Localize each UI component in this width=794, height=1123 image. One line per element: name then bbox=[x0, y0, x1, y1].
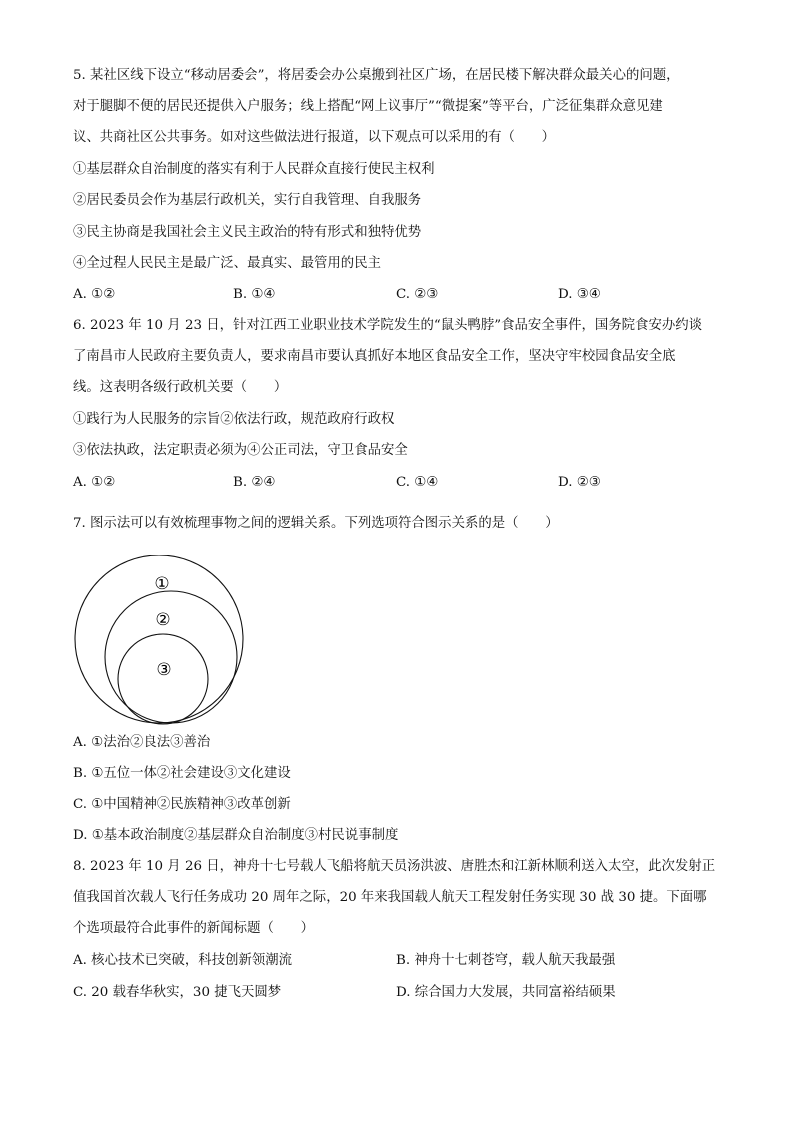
q6-option-b[interactable]: B. ②④ bbox=[233, 475, 276, 490]
q7-option-a[interactable]: A. ①法治②良法③善治 bbox=[73, 735, 211, 750]
q7-option-b[interactable]: B. ①五位一体②社会建设③文化建设 bbox=[73, 766, 291, 781]
q7-option-c[interactable]: C. ①中国精神②民族精神③改革创新 bbox=[73, 797, 291, 812]
q6-stem-line-3: 线。这表明各级行政机关要（ ） bbox=[73, 380, 288, 395]
q8-stem-line-2: 值我国首次载人飞行任务成功 20 周年之际，20 年来我国载人航天工程发射任务实现 30 战 30 捷。下面哪 bbox=[73, 890, 707, 905]
q5-option-c[interactable]: C. ②③ bbox=[396, 287, 439, 302]
q8-stem-line-1: 8. 2023 年 10 月 26 日，神舟十七号载人飞船将航天员汤洪波、唐胜杰和江新林顺利送入太空，此次发射正 bbox=[73, 859, 716, 874]
q8-option-a[interactable]: A. 核心技术已突破，科技创新领潮流 bbox=[73, 953, 293, 968]
q6-option-c[interactable]: C. ①④ bbox=[396, 475, 439, 490]
q6-statement-2: ③依法执政，法定职责必须为④公正司法，守卫食品安全 bbox=[73, 443, 408, 458]
q5-option-d[interactable]: D. ③④ bbox=[558, 287, 601, 302]
q6-stem-line-2: 了南昌市人民政府主要负责人，要求南昌市要认真抓好本地区食品安全工作，坚决守牢校园食品安全底 bbox=[73, 349, 676, 364]
q8-option-b[interactable]: B. 神舟十七刺苍穹，载人航天我最强 bbox=[396, 953, 616, 968]
q8-option-d[interactable]: D. 综合国力大发展，共同富裕结硕果 bbox=[396, 985, 616, 1000]
q6-stem-line-1: 6. 2023 年 10 月 23 日，针对江西工业职业技术学院发生的“鼠头鸭脖”食品安全事件，国务院食安办约谈 bbox=[73, 318, 703, 333]
q5-stem-line-1: 5. 某社区线下设立“移动居委会”，将居委会办公桌搬到社区广场，在居民楼下解决群众最关心的问题， bbox=[73, 68, 680, 83]
q5-stem-line-2: 对于腿脚不便的居民还提供入户服务；线上搭配“网上议事厅”“微提案”等平台，广泛征集群众意见建 bbox=[73, 99, 663, 114]
q8-option-c[interactable]: C. 20 载春华秋实，30 捷飞天圆梦 bbox=[73, 985, 282, 1000]
circle-label-3: ③ bbox=[156, 660, 172, 680]
nested-circles-diagram bbox=[70, 555, 250, 725]
q5-statement-1: ①基层群众自治制度的落实有利于人民群众直接行使民主权利 bbox=[73, 162, 435, 177]
q7-option-d[interactable]: D. ①基本政治制度②基层群众自治制度③村民说事制度 bbox=[73, 828, 399, 843]
q6-statement-1: ①践行为人民服务的宗旨②依法行政，规范政府行政权 bbox=[73, 412, 395, 427]
q8-stem-line-3: 个选项最符合此事件的新闻标题（ ） bbox=[73, 921, 315, 936]
q5-stem-line-3: 议、共商社区公共事务。如对这些做法进行报道，以下观点可以采用的有（ ） bbox=[73, 130, 556, 145]
q5-option-a[interactable]: A. ①② bbox=[73, 287, 116, 302]
q5-statement-2: ②居民委员会作为基层行政机关，实行自我管理、自我服务 bbox=[73, 193, 422, 208]
q7-stem: 7. 图示法可以有效梳理事物之间的逻辑关系。下列选项符合图示关系的是（ ） bbox=[73, 516, 559, 531]
q5-option-b[interactable]: B. ①④ bbox=[233, 287, 276, 302]
circle-label-1: ① bbox=[154, 574, 170, 594]
q5-statement-3: ③民主协商是我国社会主义民主政治的特有形式和独特优势 bbox=[73, 225, 422, 240]
q5-statement-4: ④全过程人民民主是最广泛、最真实、最管用的民主 bbox=[73, 256, 381, 271]
q6-option-d[interactable]: D. ②③ bbox=[558, 475, 601, 490]
q6-option-a[interactable]: A. ①② bbox=[73, 475, 116, 490]
circle-label-2: ② bbox=[155, 610, 171, 630]
